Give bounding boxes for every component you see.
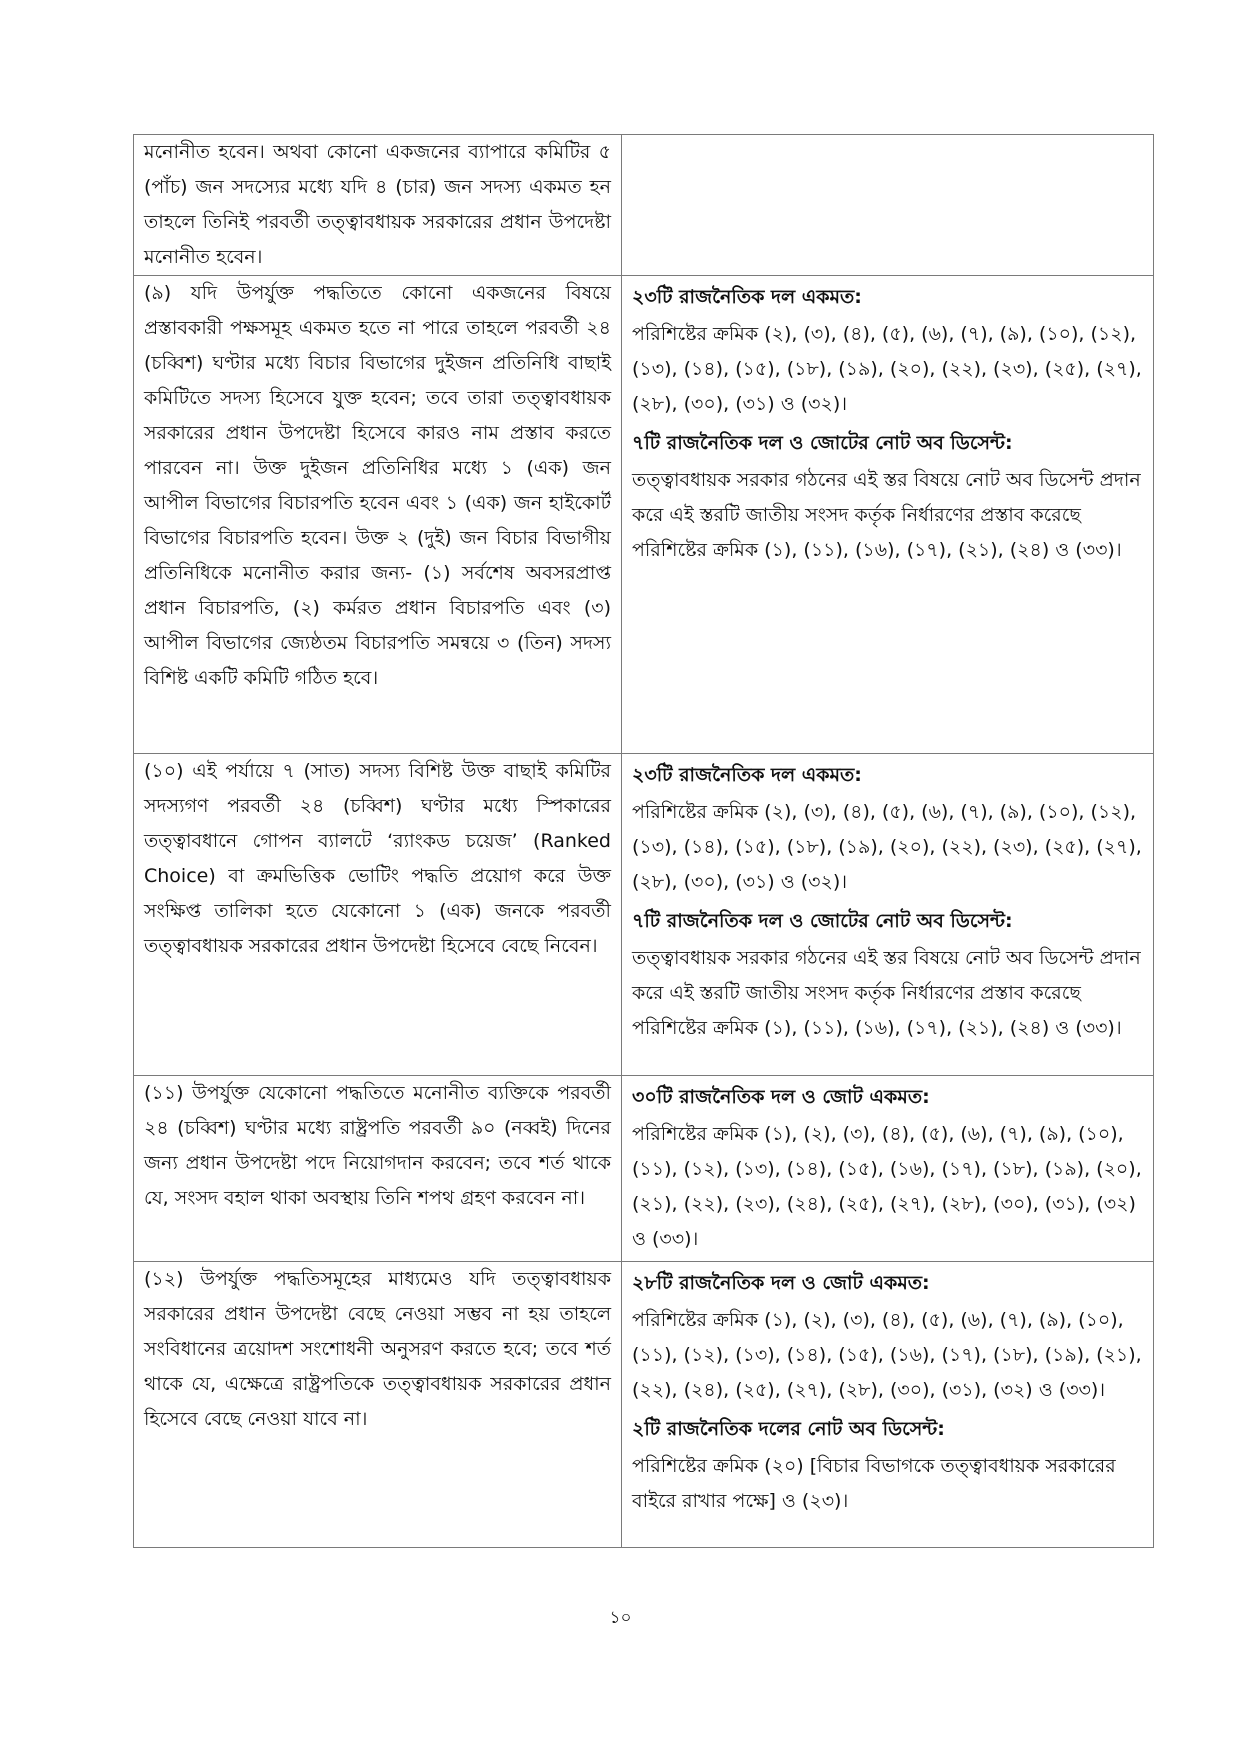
- consensus-list: পরিশিষ্টের ক্রমিক (১), (২), (৩), (৪), (৫), (৬), (৭), (৯), (১০), (১১), (১২), (১৩), (১৪), (১৫), (১৬), (১৭), (১৮), (১৯), (২০), (২১), (২২), (২৩), (২৪), (২৫), (২৭), (২৮), (৩০), (৩১), (৩২) ও (৩৩)।: [632, 1123, 1142, 1250]
- proposal-text: মনোনীত হবেন। অথবা কোনো একজনের ব্যাপারে কমিটির ৫ (পাঁচ) জন সদস্যের মধ্যে যদি ৪ (চার) জন সদস্য একমত হন তাহলে তিনিই পরবর্তী তত্ত্বাবধায়ক সরকারের প্রধান উপদেষ্টা মনোনীত হবেন।: [144, 141, 611, 268]
- opinion-cell: [622, 1262, 1154, 1548]
- opinion-cell: [622, 276, 1154, 754]
- consensus-heading: ২৩টি রাজনৈতিক দল একমত:: [632, 286, 862, 308]
- dissent-heading: ৭টি রাজনৈতিক দল ও জোটের নোট অব ডিসেন্ট:: [632, 432, 1013, 454]
- proposal-text: (১১) উপর্যুক্ত যেকোনো পদ্ধতিতে মনোনীত ব্যক্তিকে পরবর্তী ২৪ (চব্বিশ) ঘণ্টার মধ্যে রাষ্ট্রপতি পরবর্তী ৯০ (নব্বই) দিনের জন্য প্রধান উপদেষ্টা পদে নিয়োগদান করবেন; তবে শর্ত থাকে যে, সংসদ বহাল থাকা অবস্থায় তিনি শপথ গ্রহণ করবেন না।: [144, 1082, 611, 1209]
- proposal-text: (১২) উপর্যুক্ত পদ্ধতিসমূহের মাধ্যমেও যদি তত্ত্বাবধায়ক সরকারের প্রধান উপদেষ্টা বেছে নেওয়া সম্ভব না হয় তাহলে সংবিধানের ত্রয়োদশ সংশোধনী অনুসরণ করতে হবে; তবে শর্ত থাকে যে, এক্ষেত্রে রাষ্ট্রপতিকে তত্ত্বাবধায়ক সরকারের প্রধান হিসেবে বেছে নেওয়া যাবে না।: [144, 1268, 611, 1430]
- table-row: [134, 276, 1154, 754]
- dissent-text: পরিশিষ্টের ক্রমিক (২০) [বিচার বিভাগকে তত্ত্বাবধায়ক সরকারের বাইরে রাখার পক্ষে] ও (২৩)।: [632, 1455, 1116, 1512]
- dissent-heading: ২টি রাজনৈতিক দলের নোট অব ডিসেন্ট:: [632, 1418, 945, 1440]
- dissent-text: তত্ত্বাবধায়ক সরকার গঠনের এই স্তর বিষয়ে নোট অব ডিসেন্ট প্রদান করে এই স্তরটি জাতীয় সংসদ কর্তৃক নির্ধারণের প্রস্তাব করেছে পরিশিষ্টের ক্রমিক (১), (১১), (১৬), (১৭), (২১), (২৪) ও (৩৩)।: [632, 947, 1141, 1039]
- table-row: [134, 754, 1154, 1076]
- table-row: [134, 1262, 1154, 1548]
- dissent-text: তত্ত্বাবধায়ক সরকার গঠনের এই স্তর বিষয়ে নোট অব ডিসেন্ট প্রদান করে এই স্তরটি জাতীয় সংসদ কর্তৃক নির্ধারণের প্রস্তাব করেছে পরিশিষ্টের ক্রমিক (১), (১১), (১৬), (১৭), (২১), (২৪) ও (৩৩)।: [632, 469, 1141, 561]
- consensus-list: পরিশিষ্টের ক্রমিক (২), (৩), (৪), (৫), (৬), (৭), (৯), (১০), (১২), (১৩), (১৪), (১৫), (১৮), (১৯), (২০), (২২), (২৩), (২৫), (২৭), (২৮), (৩০), (৩১) ও (৩২)।: [632, 323, 1142, 415]
- proposal-table: [133, 134, 1154, 1548]
- table-row: [134, 135, 1154, 276]
- proposal-cell: [134, 135, 622, 276]
- proposal-text: (১০) এই পর্যায়ে ৭ (সাত) সদস্য বিশিষ্ট উক্ত বাছাই কমিটির সদস্যগণ পরবর্তী ২৪ (চব্বিশ) ঘণ্টার মধ্যে স্পিকারের তত্ত্বাবধানে গোপন ব্যালটে ‘র‍্যাংকড চয়েজ’ (Ranked Choice) বা ক্রমভিত্তিক ভোটিং পদ্ধতি প্রয়োগ করে উক্ত সংক্ষিপ্ত তালিকা হতে যেকোনো ১ (এক) জনকে পরবর্তী তত্ত্বাবধায়ক সরকারের প্রধান উপদেষ্টা হিসেবে বেছে নিবেন।: [144, 760, 611, 957]
- proposal-text: (৯) যদি উপর্যুক্ত পদ্ধতিতে কোনো একজনের বিষয়ে প্রস্তাবকারী পক্ষসমূহ একমত হতে না পারে তাহলে পরবর্তী ২৪ (চব্বিশ) ঘণ্টার মধ্যে বিচার বিভাগের দুইজন প্রতিনিধি বাছাই কমিটিতে সদস্য হিসেবে যুক্ত হবেন; তবে তারা তত্ত্বাবধায়ক সরকারের প্রধান উপদেষ্টা হিসেবে কারও নাম প্রস্তাব করতে পারবেন না। উক্ত দুইজন প্রতিনিধির মধ্যে ১ (এক) জন আপীল বিভাগের বিচারপতি হবেন এবং ১ (এক) জন হাইকোর্ট বিভাগের বিচারপতি হবেন। উক্ত ২ (দুই) জন বিচার বিভাগীয় প্রতিনিধিকে মনোনীত করার জন্য- (১) সর্বশেষ অবসরপ্রাপ্ত প্রধান বিচারপতি, (২) কর্মরত প্রধান বিচারপতি এবং (৩) আপীল বিভাগের জ্যেষ্ঠতম বিচারপতি সমন্বয়ে ৩ (তিন) সদস্য বিশিষ্ট একটি কমিটি গঠিত হবে।: [144, 282, 611, 689]
- consensus-heading: ২৩টি রাজনৈতিক দল একমত:: [632, 764, 862, 786]
- opinion-cell-empty: [622, 135, 1154, 276]
- proposal-cell: [134, 1262, 622, 1548]
- table-row: [134, 1076, 1154, 1262]
- consensus-list: পরিশিষ্টের ক্রমিক (১), (২), (৩), (৪), (৫), (৬), (৭), (৯), (১০), (১১), (১২), (১৩), (১৪), (১৫), (১৬), (১৭), (১৮), (১৯), (২১), (২২), (২৪), (২৫), (২৭), (২৮), (৩০), (৩১), (৩২) ও (৩৩)।: [632, 1309, 1142, 1401]
- opinion-cell: [622, 1076, 1154, 1262]
- dissent-heading: ৭টি রাজনৈতিক দল ও জোটের নোট অব ডিসেন্ট:: [632, 910, 1013, 932]
- consensus-heading: ২৮টি রাজনৈতিক দল ও জোট একমত:: [632, 1272, 930, 1294]
- consensus-list: পরিশিষ্টের ক্রমিক (২), (৩), (৪), (৫), (৬), (৭), (৯), (১০), (১২), (১৩), (১৪), (১৫), (১৮), (১৯), (২০), (২২), (২৩), (২৫), (২৭), (২৮), (৩০), (৩১) ও (৩২)।: [632, 801, 1142, 893]
- opinion-cell: [622, 754, 1154, 1076]
- consensus-heading: ৩০টি রাজনৈতিক দল ও জোট একমত:: [632, 1086, 930, 1108]
- proposal-cell: [134, 1076, 622, 1262]
- proposal-cell: [134, 754, 622, 1076]
- proposal-cell: [134, 276, 622, 754]
- page-number: ১০: [609, 1608, 632, 1628]
